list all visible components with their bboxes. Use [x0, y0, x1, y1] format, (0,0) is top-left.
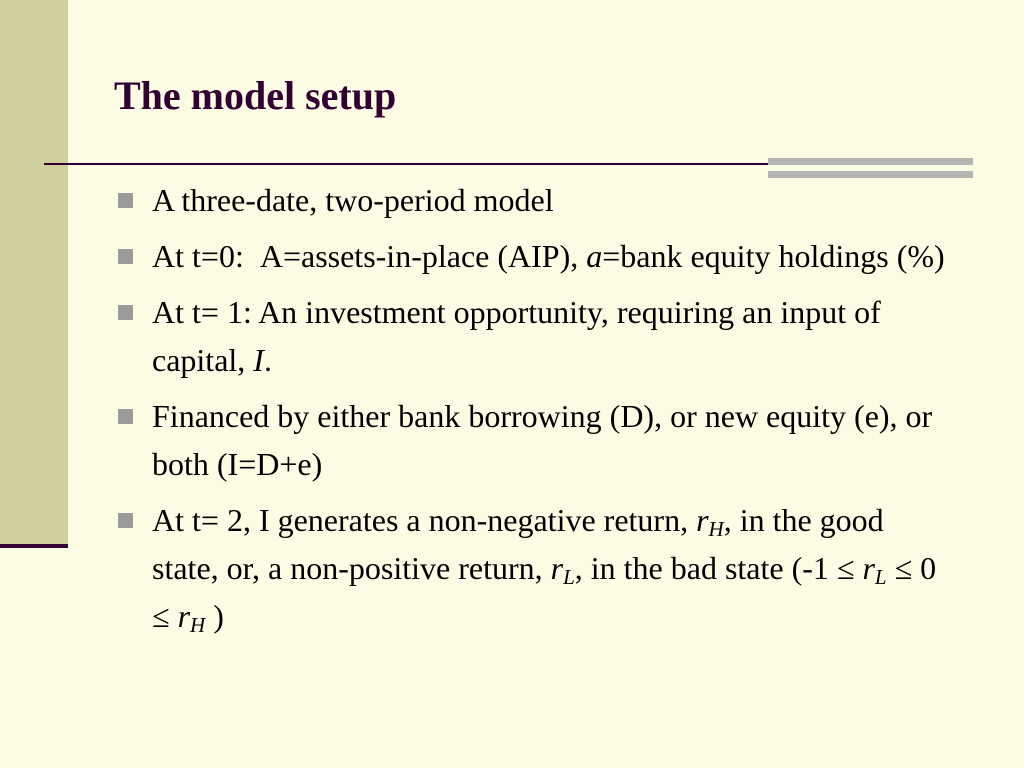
bullet-item [118, 496, 948, 640]
title-divider [44, 163, 769, 165]
bullet-item [118, 392, 948, 488]
square-bullet-icon [118, 193, 133, 208]
left-sidebar-band [0, 0, 68, 546]
bullet-item [118, 232, 948, 280]
square-bullet-icon [118, 305, 133, 320]
bullet-text: Financed by either bank borrowing (D), or new equity (e), or both (I=D+e) [152, 398, 933, 482]
bullet-list [118, 176, 948, 648]
accent-stripe-top [768, 158, 973, 165]
bullet-text: At t= 1: An investment opportunity, requiring an input of capital, I. [152, 294, 881, 378]
bullet-text: A three-date, two-period model [152, 182, 554, 218]
square-bullet-icon [118, 513, 133, 528]
bullet-item [118, 176, 948, 224]
square-bullet-icon [118, 409, 133, 424]
left-sidebar-underline [0, 544, 68, 548]
bullet-text: At t= 2, I generates a non-negative return, $r_H$, in the good state, or, a non-positive return, $r_L$, in the bad state ($-1 \le r_L \le 0 \le r_H$ ) [152, 502, 937, 637]
slide-title: The model setup [114, 73, 397, 118]
bullet-text: At t=0: A=assets-in-place (AIP), a=bank equity holdings (%) [152, 238, 945, 274]
accent-stripes [768, 158, 973, 178]
square-bullet-icon [118, 249, 133, 264]
bullet-item [118, 288, 948, 384]
